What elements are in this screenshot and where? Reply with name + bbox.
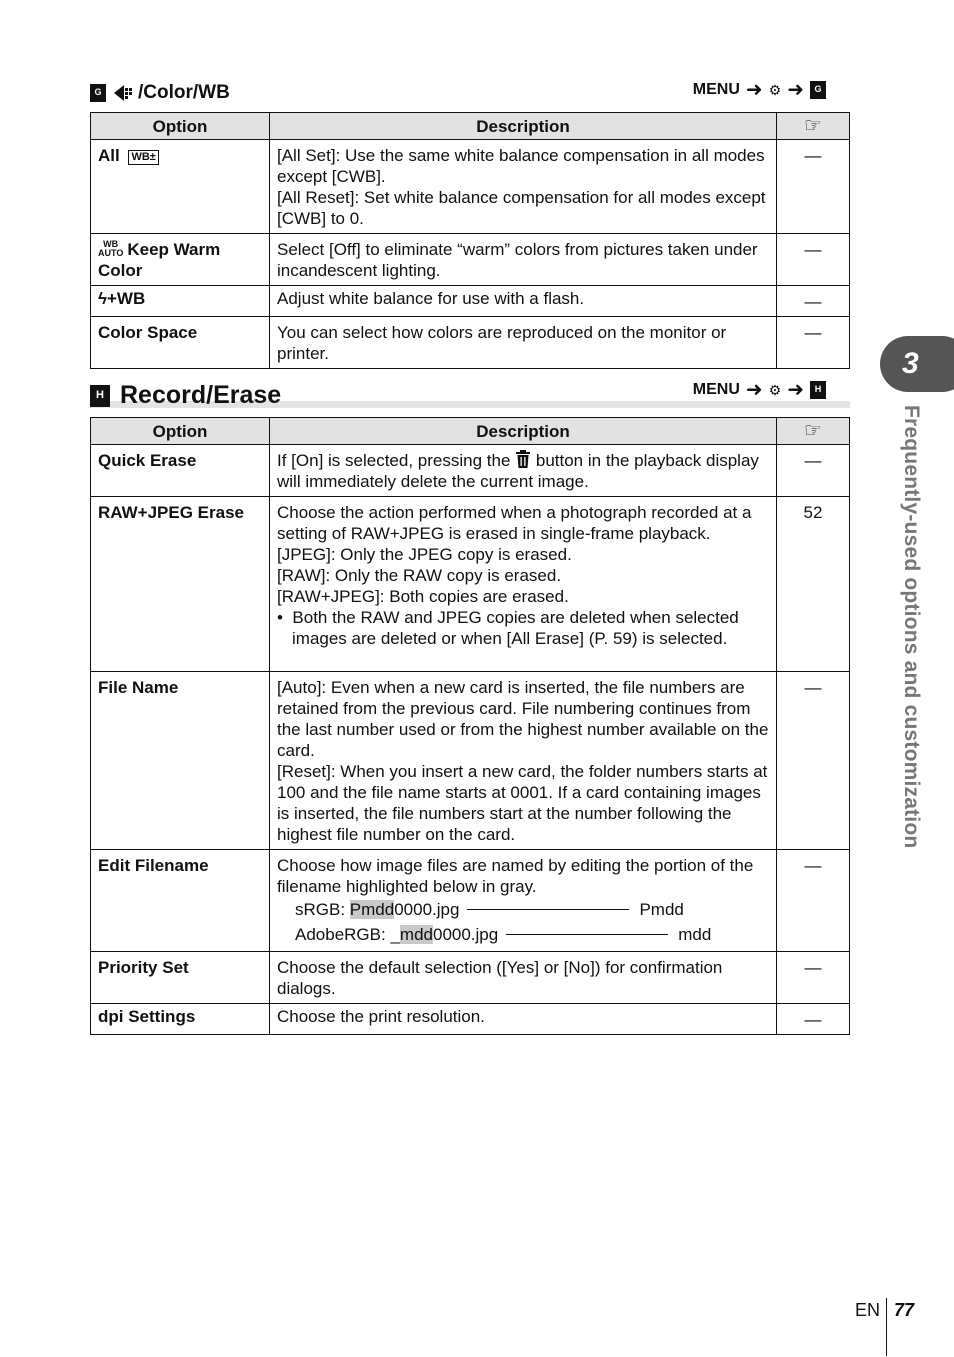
arrow-right-icon: ➜	[787, 79, 804, 101]
description-line: [All Reset]: Set white balance compensation for all modes except [CWB] to 0.	[277, 188, 766, 228]
option-cell	[91, 234, 270, 286]
section1-title-text: /Color/WB	[138, 82, 230, 103]
custom-menu-h-icon: H	[810, 381, 826, 399]
option-cell	[91, 317, 270, 369]
page-ref-cell: —	[777, 445, 850, 497]
section1-title	[90, 82, 230, 104]
table-row	[91, 672, 850, 850]
table-row	[91, 1004, 850, 1035]
custom-menu-h-icon: H	[90, 385, 110, 407]
table-row	[91, 317, 850, 369]
description-cell	[270, 850, 777, 952]
description-line: [Auto]: Even when a new card is inserted, the file numbers are retained from the previous card. File numbering continues from the last number used or from the highest number available on the card.	[277, 678, 769, 760]
page-ref-icon: ☞	[804, 419, 822, 442]
gear-icon: ⚙	[768, 381, 782, 398]
custom-menu-g-icon: G	[90, 84, 106, 102]
arrow-right-icon: ➜	[787, 379, 804, 401]
description-line: [RAW]: Only the RAW copy is erased.	[277, 566, 562, 585]
option-cell	[91, 672, 270, 850]
description-text: button in the playback display will immediately delete the current image.	[277, 451, 759, 491]
description-cell	[270, 672, 777, 850]
arrow-right-icon: ➜	[745, 79, 763, 101]
leader-line	[467, 909, 629, 910]
option-label: RAW+JPEG Erase	[98, 503, 244, 522]
table-row	[91, 445, 850, 497]
table-row	[91, 234, 850, 286]
option-cell	[91, 497, 270, 672]
filename-highlight: mdd	[399, 925, 433, 944]
page-ref-cell: —	[777, 234, 850, 286]
section2-title	[90, 381, 281, 410]
leader-line	[506, 934, 668, 935]
bullet-note: • Both the RAW and JPEG copies are deleted when selected images are deleted or when [All Erase] (P. 59) is selected.	[277, 608, 739, 648]
filename-example	[295, 924, 498, 945]
option-label: File Name	[98, 678, 179, 697]
filename-result: Pmdd	[639, 900, 684, 919]
section1-header	[90, 78, 850, 108]
filename-prefix: sRGB:	[295, 900, 350, 919]
description-cell	[270, 317, 777, 369]
description-line: [All Set]: Use the same white balance compensation in all modes except [CWB].	[277, 146, 765, 186]
description-line: Choose how image files are named by editing the portion of the filename highlighted below in gray.	[277, 856, 754, 896]
table-row	[91, 286, 850, 317]
table-row	[91, 952, 850, 1004]
table-row	[91, 497, 850, 672]
description-line: [JPEG]: Only the JPEG copy is erased.	[277, 545, 572, 564]
scene-icon	[112, 83, 138, 103]
description-line: Select [Off] to eliminate “warm” colors from pictures taken under incandescent lighting.	[277, 240, 758, 280]
description-line: Choose the action performed when a photograph recorded at a setting of RAW+JPEG is erased in single-frame playback.	[277, 503, 752, 543]
footer-language: EN	[855, 1300, 881, 1320]
description-cell	[270, 286, 777, 317]
table-row	[91, 850, 850, 952]
description-line: Choose the print resolution.	[277, 1007, 485, 1026]
section1-menu-path	[693, 80, 826, 100]
section2-menu-path	[693, 380, 826, 400]
option-label: Color Space	[98, 323, 198, 342]
description-cell	[270, 497, 777, 672]
description-line: Choose the default selection ([Yes] or [No]) for confirmation dialogs.	[277, 958, 723, 998]
description-cell	[270, 952, 777, 1004]
table-header-row	[91, 418, 850, 445]
chapter-number: 3	[902, 347, 919, 380]
record-erase-table	[90, 417, 850, 1035]
description-text: If [On] is selected, pressing the	[277, 451, 511, 470]
description-line: Adjust white balance for use with a flash.	[277, 289, 585, 308]
description-line: [RAW+JPEG]: Both copies are erased.	[277, 587, 569, 606]
chapter-tab	[880, 336, 954, 392]
description-line: You can select how colors are reproduced on the monitor or printer.	[277, 323, 727, 363]
description-line: [Reset]: When you insert a new card, the folder numbers starts at 100 and the file name starts at 0001. If a card containing images is inserted, the file numbers start at the number following the highest file number on the card.	[277, 762, 768, 844]
page-ref-icon: ☞	[804, 114, 822, 137]
menu-label: MENU	[692, 381, 740, 398]
filename-suffix: 0000.jpg	[432, 925, 499, 944]
page-ref-cell: —	[777, 286, 850, 317]
description-header: Description	[270, 113, 777, 140]
option-cell	[91, 1004, 270, 1035]
custom-menu-g-icon: G	[810, 81, 826, 99]
option-cell	[91, 850, 270, 952]
option-header: Option	[91, 113, 270, 140]
option-label: Quick Erase	[98, 451, 197, 470]
color-wb-table	[90, 112, 850, 369]
option-label: dpi Settings	[98, 1007, 196, 1026]
section2-header	[90, 378, 850, 410]
footer-divider	[886, 1298, 887, 1356]
flash-icon: ϟ	[98, 289, 107, 308]
description-cell	[270, 445, 777, 497]
page-ref-header	[777, 418, 850, 445]
arrow-right-icon: ➜	[745, 379, 763, 401]
description-cell	[270, 1004, 777, 1035]
description-cell	[270, 234, 777, 286]
page-ref-cell: 52	[777, 497, 850, 672]
wb-auto-icon: WB AUTO	[98, 239, 124, 258]
option-cell	[91, 445, 270, 497]
description-header: Description	[270, 418, 777, 445]
option-label: +WB	[107, 289, 146, 308]
page-ref-cell: —	[777, 850, 850, 952]
option-cell	[91, 140, 270, 234]
page-ref-cell: —	[777, 952, 850, 1004]
option-header: Option	[91, 418, 270, 445]
option-label: All	[98, 146, 120, 165]
description-cell	[270, 140, 777, 234]
filename-highlight: Pmdd	[349, 900, 395, 919]
page-ref-cell: —	[777, 672, 850, 850]
page-number: 77	[894, 1300, 915, 1320]
menu-label: MENU	[692, 81, 740, 98]
filename-prefix: AdobeRGB: _	[295, 925, 400, 944]
trash-icon	[515, 450, 531, 468]
page-ref-cell: —	[777, 1004, 850, 1035]
table-header-row	[91, 113, 850, 140]
option-label: Edit Filename	[98, 856, 209, 875]
option-label: Keep Warm Color	[98, 240, 221, 280]
section2-title-text: Record/Erase	[120, 381, 282, 409]
filename-example-adobergb	[295, 922, 769, 947]
option-cell	[91, 952, 270, 1004]
filename-example	[295, 899, 459, 920]
option-cell	[91, 286, 270, 317]
option-label: Priority Set	[98, 958, 189, 977]
table-row	[91, 140, 850, 234]
page-ref-cell: —	[777, 317, 850, 369]
wb-compensation-icon: WB±	[128, 150, 158, 165]
page-ref-header	[777, 113, 850, 140]
filename-result: mdd	[678, 925, 712, 944]
filename-example-srgb	[295, 897, 769, 922]
bullet-text: Both the RAW and JPEG copies are deleted when selected images are deleted or when [All Erase] (P. 59) is selected.	[292, 608, 739, 648]
filename-suffix: 0000.jpg	[394, 900, 460, 919]
page-ref-cell: —	[777, 140, 850, 234]
gear-icon: ⚙	[768, 81, 782, 98]
chapter-title: Frequently-used options and customization	[900, 405, 923, 849]
